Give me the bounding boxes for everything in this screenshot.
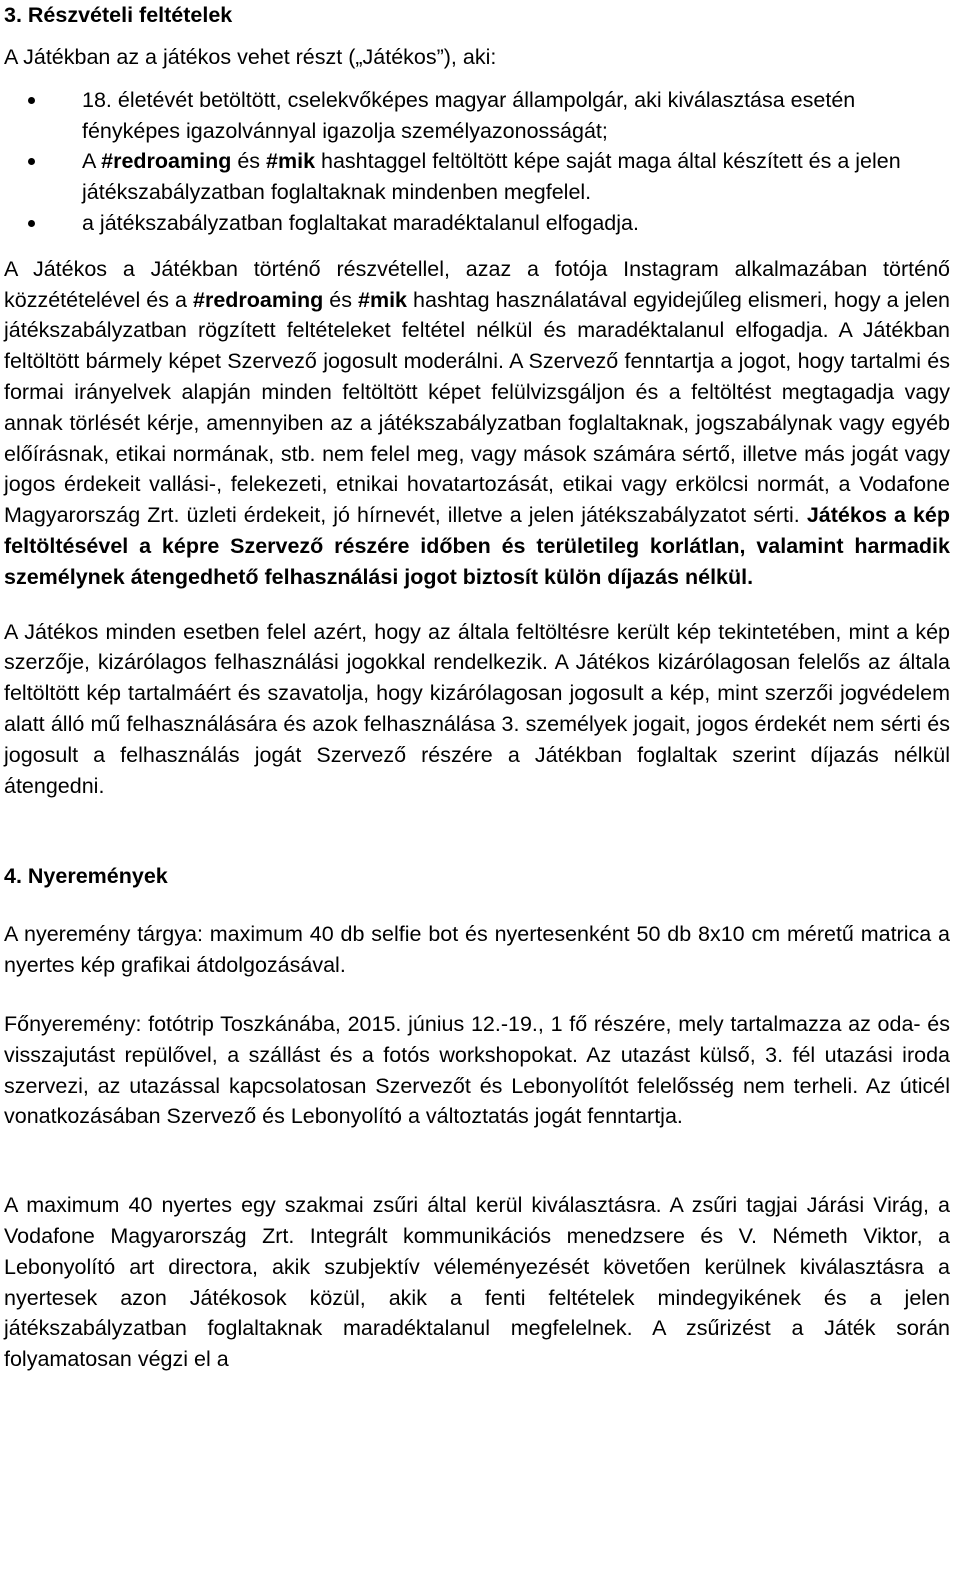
section-3-title: 3. Részvételi feltételek — [4, 3, 233, 27]
bullet-icon — [28, 97, 35, 104]
section-4-jury-paragraph: A maximum 40 nyertes egy szakmai zsűri által kerül kiválasztásra. A zsűri tagjai Járási Virág, a Vodafone Magyarország Zrt. Integrált kommunikációs menedzsere és V. Németh Viktor, a Lebonyolító art directora, akik szubjektív véleményezését követően kerülnek kiválasztásra a nyertesek azon Játékosok közül, akik a fenti feltételek mindegyikének és a jelen játékszabályzatban foglaltaknak maradéktalanul megfelelnek. A zsűrizést a Játék során folyamatosan végzi el a — [4, 1193, 950, 1372]
eligibility-item-mid: és — [231, 149, 267, 174]
section-3-paragraph-1 — [4, 254, 950, 593]
section-3-paragraph-2: A Játékos minden esetben felel azért, hogy az általa feltöltésre került kép tekintetében, mint a kép szerzője, kizárólagos felhasználási jogokkal rendelkezik. A Játékos kizárólagosan felelős az általa feltöltött kép tartalmáért és szavatolja, hogy kizárólagosan jogosult a kép, mint szerzői jogvédelem alatt álló mű felhasználására és azok felhasználása 3. személyek jogait, jogos érdekét nem sérti és jogosult a felhasználás jogát Szervező részére a Játékban foglaltak szerint díjazás nélkül átengedni. — [4, 619, 950, 798]
hashtag-mik: #mik — [266, 149, 316, 174]
eligibility-item-pre: A — [82, 149, 102, 174]
eligibility-item-accept — [82, 208, 950, 239]
eligibility-item-age — [82, 85, 950, 147]
section-4-prize-paragraph: A nyeremény tárgya: maximum 40 db selfie bot és nyertesenként 50 db 8x10 cm méretű matrica a nyertes kép grafikai átdolgozásával. — [4, 922, 950, 978]
eligibility-list — [4, 85, 950, 239]
section-4-title: 4. Nyeremények — [4, 864, 168, 889]
section-4-main-prize-paragraph: Főnyeremény: fotótrip Toszkánába, 2015. június 12.-19., 1 fő részére, mely tartalmazza az oda- és visszajutást repülővel, a szállást és a fotós workshopokat. Az utazást külső, 3. fél utazási iroda szervezi, az utazással kapcsolatosan Szervezőt és Lebonyolítót felelősség nem terheli. Az úticél vonatkozásában Szervező és Lebonyolító a változtatás jogát fenntartja. — [4, 1011, 950, 1129]
eligibility-item-text: a játékszabályzatban foglaltakat maradéktalanul elfogadja. — [82, 210, 639, 235]
hashtag-mik: #mik — [358, 287, 408, 312]
section-3-intro: A Játékban az a játékos vehet részt („Játékos”), aki: — [4, 45, 497, 69]
hashtag-redroaming: #redroaming — [193, 287, 324, 312]
paragraph-text: hashtag használatával egyidejűleg elismeri, hogy a jelen játékszabályzatban rögzített feltételeket feltétel nélkül és maradéktalanul elfogadja. A Játékban feltöltött bármely képet Szervező jogosult moderálni. A Szervező fenntartja a jogot, hogy tartalmi és formai irányelvek alapján minden feltöltött képet felülvizsgáljon és a feltöltést megtagadja vagy annak törlését kérje, amennyiben az a játékszabályzatban foglaltaknak, jogszabálynak vagy egyéb előírásnak, etikai normának, stb. nem felel meg, vagy mások számára sértő, illetve más jogát vagy jogos érdekeit vallási-, felekezeti, etnikai hovatartozását, etikai vagy erkölcsi normát, a Vodafone Magyarország Zrt. üzleti érdekeit, jó hírnevét, illetve a jelen játékszabályzatot sérti. — [4, 287, 951, 528]
eligibility-item-hashtag — [82, 146, 950, 208]
license-grant-text: Játékos a kép feltöltésével a képre Szervező részére időben és területileg korlátlan, valamint harmadik személynek átengedhető felhasználási jogot biztosít külön díjazás nélkül. — [4, 503, 950, 589]
bullet-icon — [28, 220, 35, 227]
eligibility-item-post: hashtaggel feltöltött képe saját maga által készített és a jelen játékszabályzatban foglaltaknak mindenben megfelel. — [82, 149, 901, 205]
bullet-icon — [28, 158, 35, 165]
paragraph-text: és — [323, 287, 358, 312]
paragraph-text: A Játékos a Játékban történő részvétellel, azaz a fotója Instagram alkalmazában történő közzétételével és a — [4, 256, 950, 312]
hashtag-redroaming: #redroaming — [101, 149, 232, 174]
eligibility-item-text: 18. életévét betöltött, cselekvőképes magyar állampolgár, aki kiválasztása esetén fényképes igazolvánnyal igazolja személyazonosságát; — [82, 87, 856, 143]
